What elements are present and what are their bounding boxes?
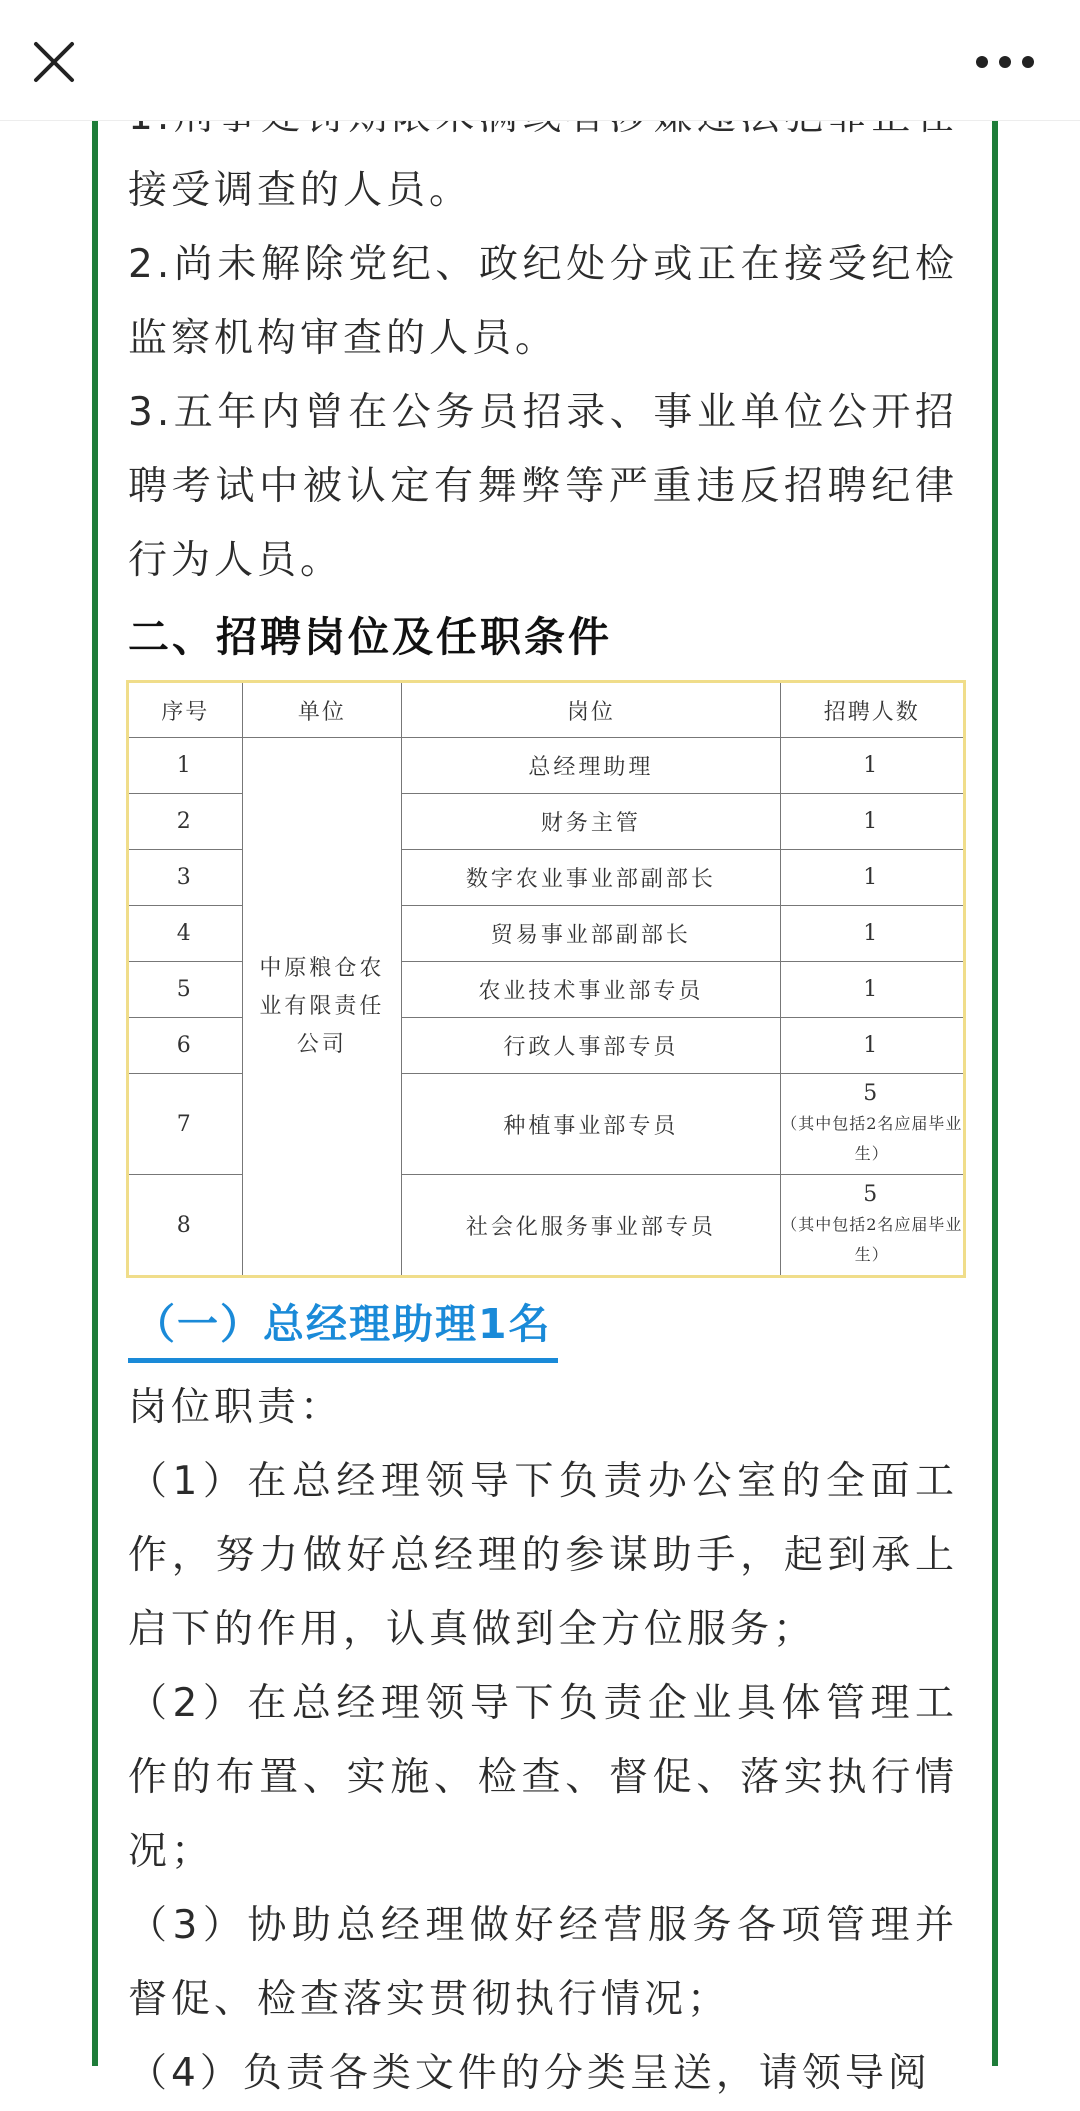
row-no: 4: [128, 906, 243, 962]
table-header-row: [128, 682, 965, 738]
header-post: 岗位: [402, 682, 780, 738]
paragraph-condition-1: 接受调查的人员。: [128, 168, 473, 213]
header-count: 招聘人数: [780, 682, 964, 738]
row-post: 贸易事业部副部长: [402, 906, 780, 962]
duty-item: （4）负责各类文件的分类呈送，请领导阅: [128, 2051, 931, 2096]
row-post: 总经理助理: [402, 738, 780, 794]
row-no: 8: [128, 1175, 243, 1277]
table-row: [128, 738, 965, 794]
jobs-table: [126, 680, 966, 1278]
row-count: 1: [780, 1018, 964, 1074]
row-no: 2: [128, 794, 243, 850]
row-count-note: （其中包括2名应届毕业生）: [781, 1215, 963, 1264]
row-count: 5: [863, 1081, 881, 1106]
row-post: 数字农业事业部副部长: [402, 850, 780, 906]
row-post: 行政人事部专员: [402, 1018, 780, 1074]
paragraph-condition-2: 2.尚未解除党纪、政纪处分或正在接受纪检监察机构审查的人员。: [128, 242, 958, 361]
header-no: 序号: [128, 682, 243, 738]
row-count: 1: [780, 962, 964, 1018]
article-body: [92, 120, 998, 2096]
row-count: 5: [863, 1182, 881, 1207]
row-count-cell: [780, 1074, 964, 1175]
duties-label: 岗位职责：: [128, 1385, 344, 1430]
header-unit: 单位: [242, 682, 402, 738]
row-count: 1: [780, 794, 964, 850]
row-post: 财务主管: [402, 794, 780, 850]
row-no: 1: [128, 738, 243, 794]
row-no: 6: [128, 1018, 243, 1074]
paragraph-condition-3: 3.五年内曾在公务员招录、事业单位公开招聘考试中被认定有舞弊等严重违反招聘纪律行为人员。: [128, 390, 958, 583]
row-no: 5: [128, 962, 243, 1018]
row-post: 种植事业部专员: [402, 1074, 780, 1175]
duty-item: （1）在总经理领导下负责办公室的全面工作，努力做好总经理的参谋助手，起到承上启下的作用，认真做到全方位服务；: [128, 1459, 958, 1652]
subsection-title: （一）总经理助理1名: [128, 1294, 558, 1363]
unit-cell: 中原粮仓农业有限责任公司: [242, 738, 402, 1277]
row-count: 1: [780, 850, 964, 906]
row-no: 7: [128, 1074, 243, 1175]
section-title: 二、招聘岗位及任职条件: [128, 613, 612, 661]
top-nav-bar: [0, 0, 1080, 121]
row-post: 农业技术事业部专员: [402, 962, 780, 1018]
article-content: [128, 80, 963, 2111]
row-count-note: （其中包括2名应届毕业生）: [781, 1114, 963, 1163]
duty-item: （2）在总经理领导下负责企业具体管理工作的布置、实施、检查、督促、落实执行情况；: [128, 1681, 958, 1874]
row-no: 3: [128, 850, 243, 906]
more-icon[interactable]: [970, 50, 1040, 74]
row-count: 1: [780, 738, 964, 794]
duty-item: （3）协助总经理做好经营服务各项管理并督促、检查落实贯彻执行情况；: [128, 1903, 958, 2022]
row-count: 1: [780, 906, 964, 962]
row-post: 社会化服务事业部专员: [402, 1175, 780, 1277]
close-icon[interactable]: [30, 38, 78, 86]
row-count-cell: [780, 1175, 964, 1277]
